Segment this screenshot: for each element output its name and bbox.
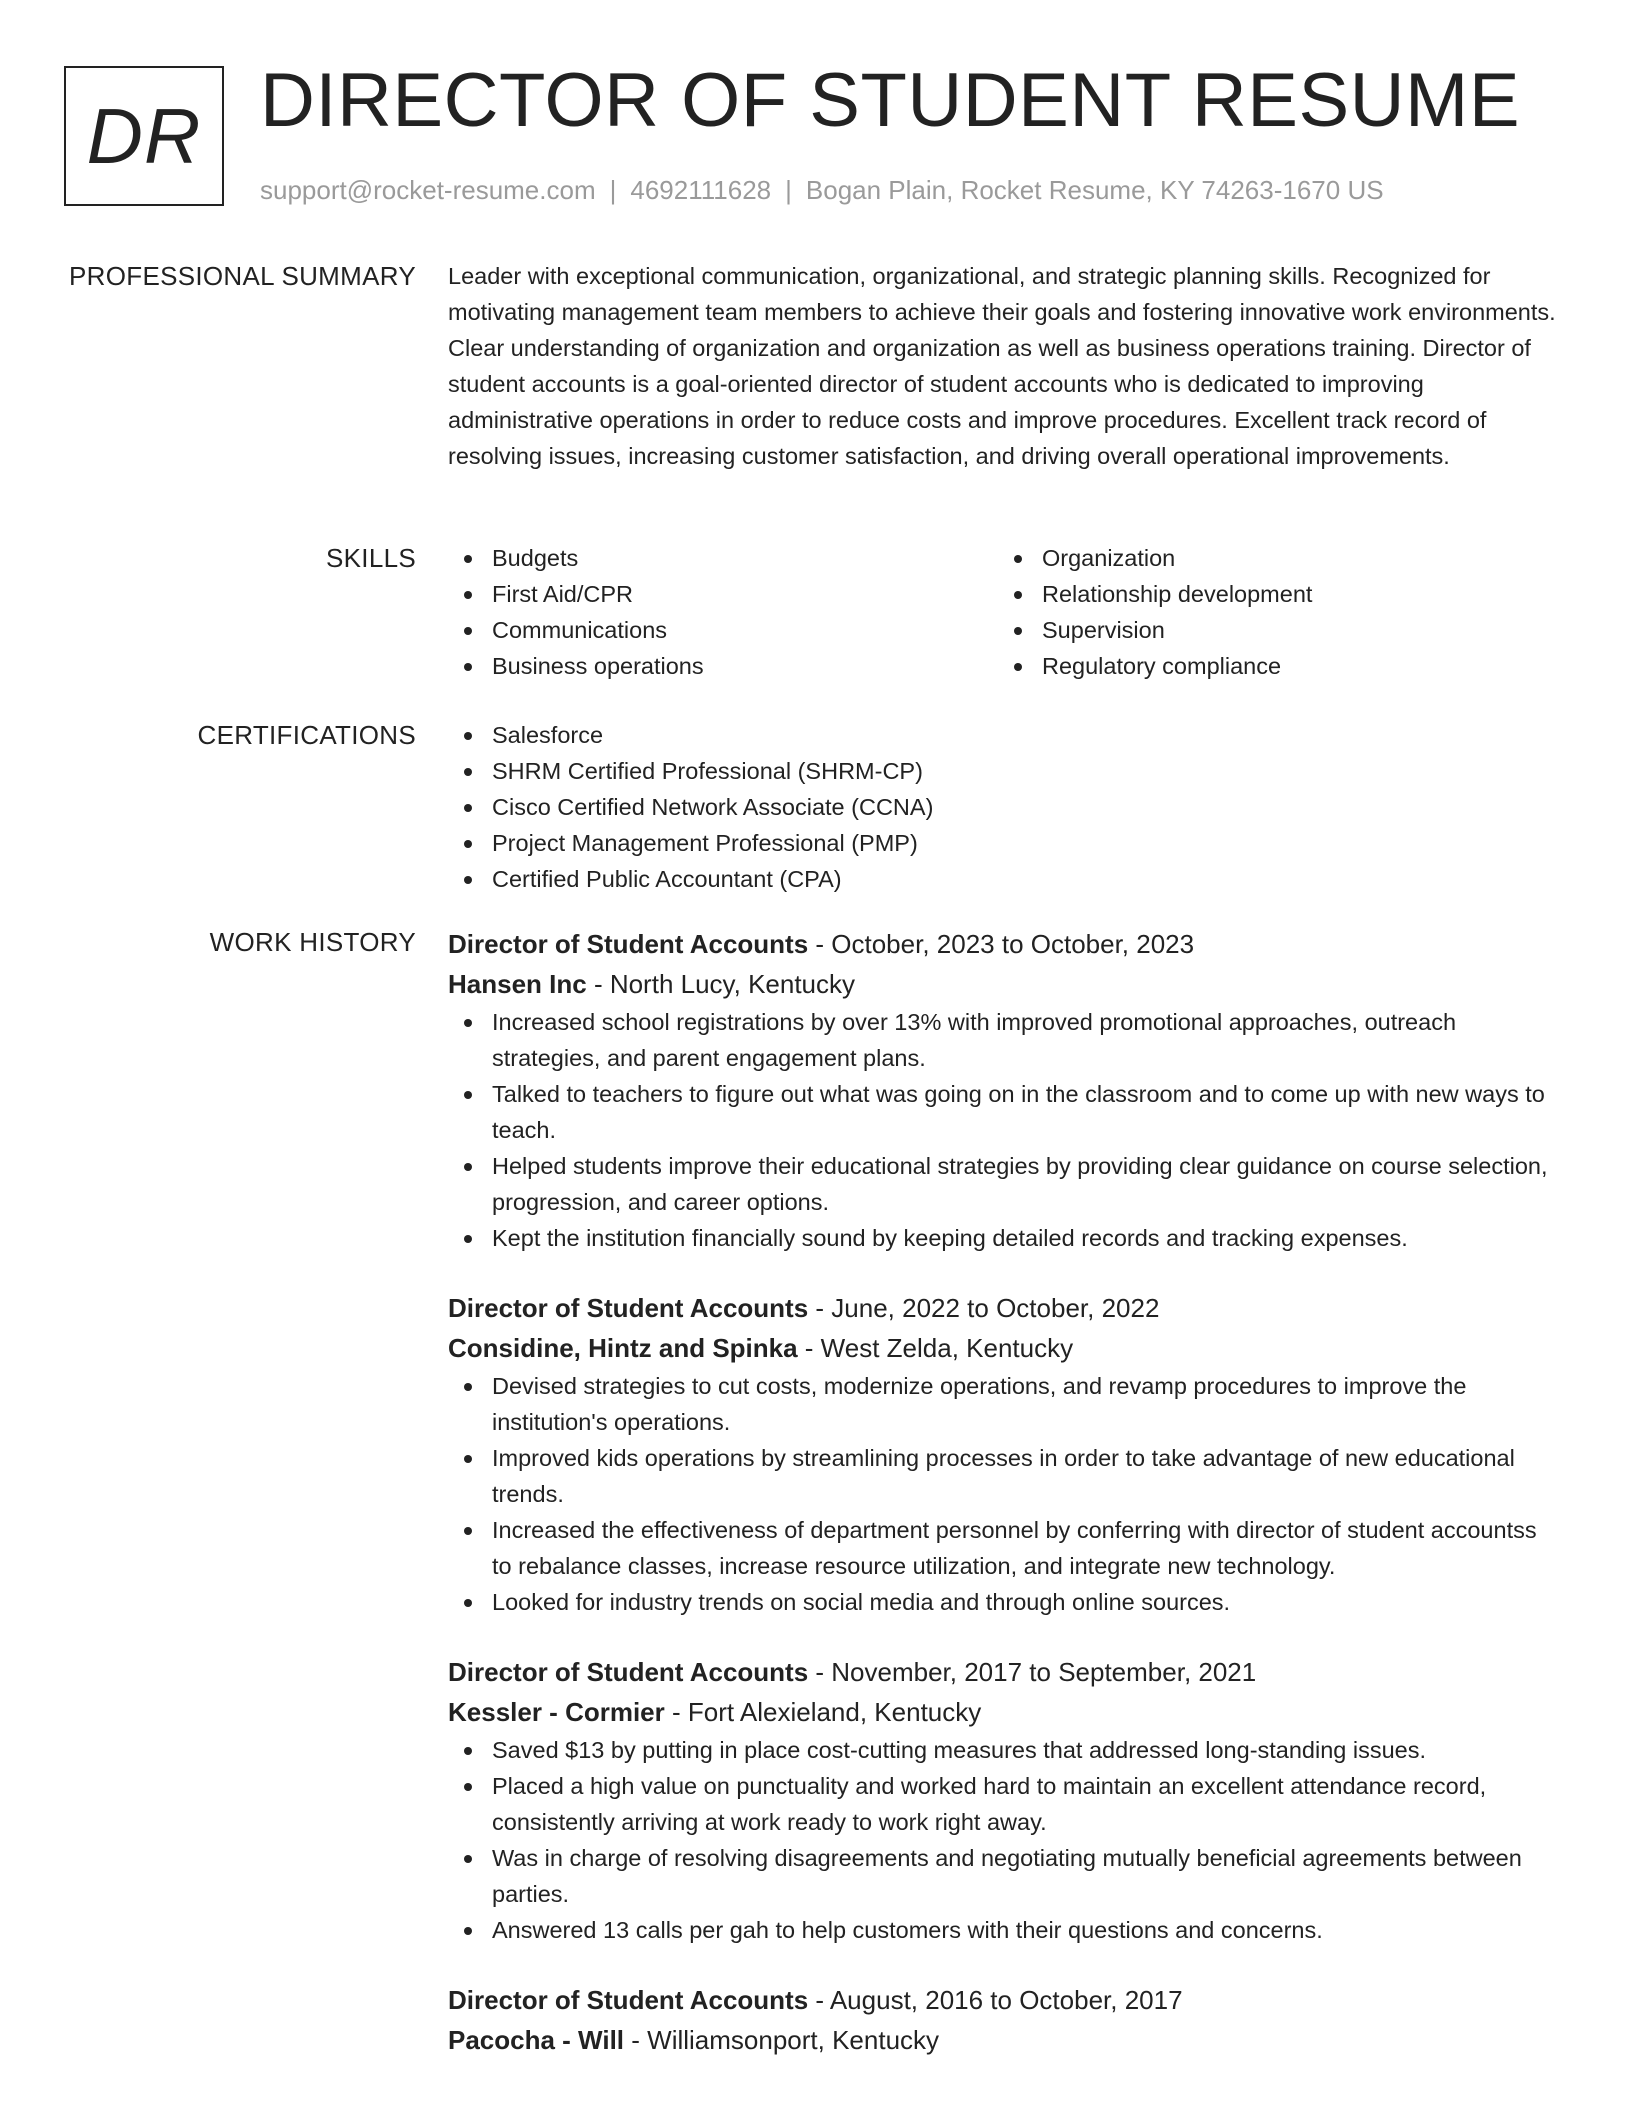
skills-column-left xyxy=(448,540,998,684)
certification-item: Project Management Professional (PMP) xyxy=(448,825,1560,861)
job-bullet: Talked to teachers to figure out what was going on in the classroom and to come up with new ways to teach. xyxy=(448,1076,1560,1148)
job-company: Kessler - Cormier xyxy=(448,1697,665,1727)
job-company-line xyxy=(448,964,1560,1004)
job-dates: - October, 2023 to October, 2023 xyxy=(808,929,1195,959)
job-company-line xyxy=(448,1692,1560,1732)
job-bullets xyxy=(448,1004,1560,1256)
job-title-line xyxy=(448,924,1560,964)
skill-item: Relationship development xyxy=(998,576,1548,612)
section-label-work-history: WORK HISTORY xyxy=(209,927,416,957)
job-company: Pacocha - Will xyxy=(448,2025,625,2055)
job-title: Director of Student Accounts xyxy=(448,1293,809,1323)
job-dates: - November, 2017 to September, 2021 xyxy=(808,1657,1257,1687)
section-label-certifications: CERTIFICATIONS xyxy=(197,720,416,750)
skill-item: Regulatory compliance xyxy=(998,648,1548,684)
job-company: Hansen Inc xyxy=(448,969,587,999)
job-entry xyxy=(448,1288,1560,1620)
skills-grid xyxy=(448,540,1560,684)
job-bullet: Improved kids operations by streamlining processes in order to take advantage of new educational trends. xyxy=(448,1440,1560,1512)
work-history-body xyxy=(448,924,1560,2092)
job-location: - Williamsonport, Kentucky xyxy=(624,2025,940,2055)
summary-text: Leader with exceptional communication, organizational, and strategic planning skills. Recognized for motivating management team members to achieve their goals and fostering innovative work environments. Clear understanding of organization and organization as well as business operations training. Director of student accounts is a goal-oriented director of student accounts who is dedicated to improving administrative operations in order to reduce costs and improve procedures. Excellent track record of resolving issues, increasing customer satisfaction, and driving overall operational improvements. xyxy=(448,263,1556,469)
summary-body xyxy=(448,258,1560,474)
skill-item: Business operations xyxy=(448,648,998,684)
job-bullet: Increased the effectiveness of department personnel by conferring with director of student accountss to rebalance classes, increase resource utilization, and integrate new technology. xyxy=(448,1512,1560,1584)
job-dates: - June, 2022 to October, 2022 xyxy=(808,1293,1160,1323)
job-title-line xyxy=(448,1652,1560,1692)
job-bullet: Answered 13 calls per gah to help customers with their questions and concerns. xyxy=(448,1912,1560,1948)
job-dates: - August, 2016 to October, 2017 xyxy=(808,1985,1183,2015)
job-bullet: Looked for industry trends on social media and through online sources. xyxy=(448,1584,1560,1620)
job-company-line xyxy=(448,2020,1560,2060)
job-entry xyxy=(448,1652,1560,1948)
job-title: Director of Student Accounts xyxy=(448,929,809,959)
job-entry xyxy=(448,1980,1560,2060)
contact-separator: | xyxy=(609,175,617,205)
job-title-line xyxy=(448,1980,1560,2020)
job-title: Director of Student Accounts xyxy=(448,1985,809,2015)
contact-phone: 4692111628 xyxy=(630,175,772,205)
skills-column-right xyxy=(998,540,1548,684)
job-bullet: Helped students improve their educational strategies by providing clear guidance on course selection, progression, and career options. xyxy=(448,1148,1560,1220)
certification-item: Certified Public Accountant (CPA) xyxy=(448,861,1560,897)
skill-item: Budgets xyxy=(448,540,998,576)
job-bullets xyxy=(448,1732,1560,1948)
certification-item: Salesforce xyxy=(448,717,1560,753)
job-bullet: Kept the institution financially sound by keeping detailed records and tracking expenses. xyxy=(448,1220,1560,1256)
job-title: Director of Student Accounts xyxy=(448,1657,809,1687)
skill-item: Supervision xyxy=(998,612,1548,648)
monogram-logo: DR xyxy=(64,66,224,206)
job-company: Considine, Hintz and Spinka xyxy=(448,1333,798,1363)
job-location: - West Zelda, Kentucky xyxy=(797,1333,1074,1363)
job-bullet: Increased school registrations by over 13% with improved promotional approaches, outreach strategies, and parent engagement plans. xyxy=(448,1004,1560,1076)
contact-address: Bogan Plain, Rocket Resume, KY 74263-1670 US xyxy=(805,175,1384,205)
job-entry xyxy=(448,924,1560,1256)
job-bullet: Placed a high value on punctuality and worked hard to maintain an excellent attendance record, consistently arriving at work ready to work right away. xyxy=(448,1768,1560,1840)
job-title-line xyxy=(448,1288,1560,1328)
job-location: - Fort Alexieland, Kentucky xyxy=(664,1697,982,1727)
section-label-skills: SKILLS xyxy=(326,543,416,573)
certifications-body xyxy=(448,717,1560,897)
job-bullet: Was in charge of resolving disagreements and negotiating mutually beneficial agreements between parties. xyxy=(448,1840,1560,1912)
skills-body xyxy=(448,540,1560,684)
contact-email: support@rocket-resume.com xyxy=(260,175,596,205)
job-location: - North Lucy, Kentucky xyxy=(586,969,856,999)
job-bullet: Saved $13 by putting in place cost-cutting measures that addressed long-standing issues. xyxy=(448,1732,1560,1768)
job-bullets xyxy=(448,1368,1560,1620)
page-title: DIRECTOR OF STUDENT RESUME xyxy=(260,58,1521,143)
contact-separator: | xyxy=(785,175,792,205)
contact-line xyxy=(260,172,1384,208)
skill-item: Communications xyxy=(448,612,998,648)
job-company-line xyxy=(448,1328,1560,1368)
skill-item: First Aid/CPR xyxy=(448,576,998,612)
certification-item: SHRM Certified Professional (SHRM-CP) xyxy=(448,753,1560,789)
certification-item: Cisco Certified Network Associate (CCNA) xyxy=(448,789,1560,825)
section-label-summary: PROFESSIONAL SUMMARY xyxy=(69,261,416,291)
job-bullet: Devised strategies to cut costs, modernize operations, and revamp procedures to improve the institution's operations. xyxy=(448,1368,1560,1440)
skill-item: Organization xyxy=(998,540,1548,576)
